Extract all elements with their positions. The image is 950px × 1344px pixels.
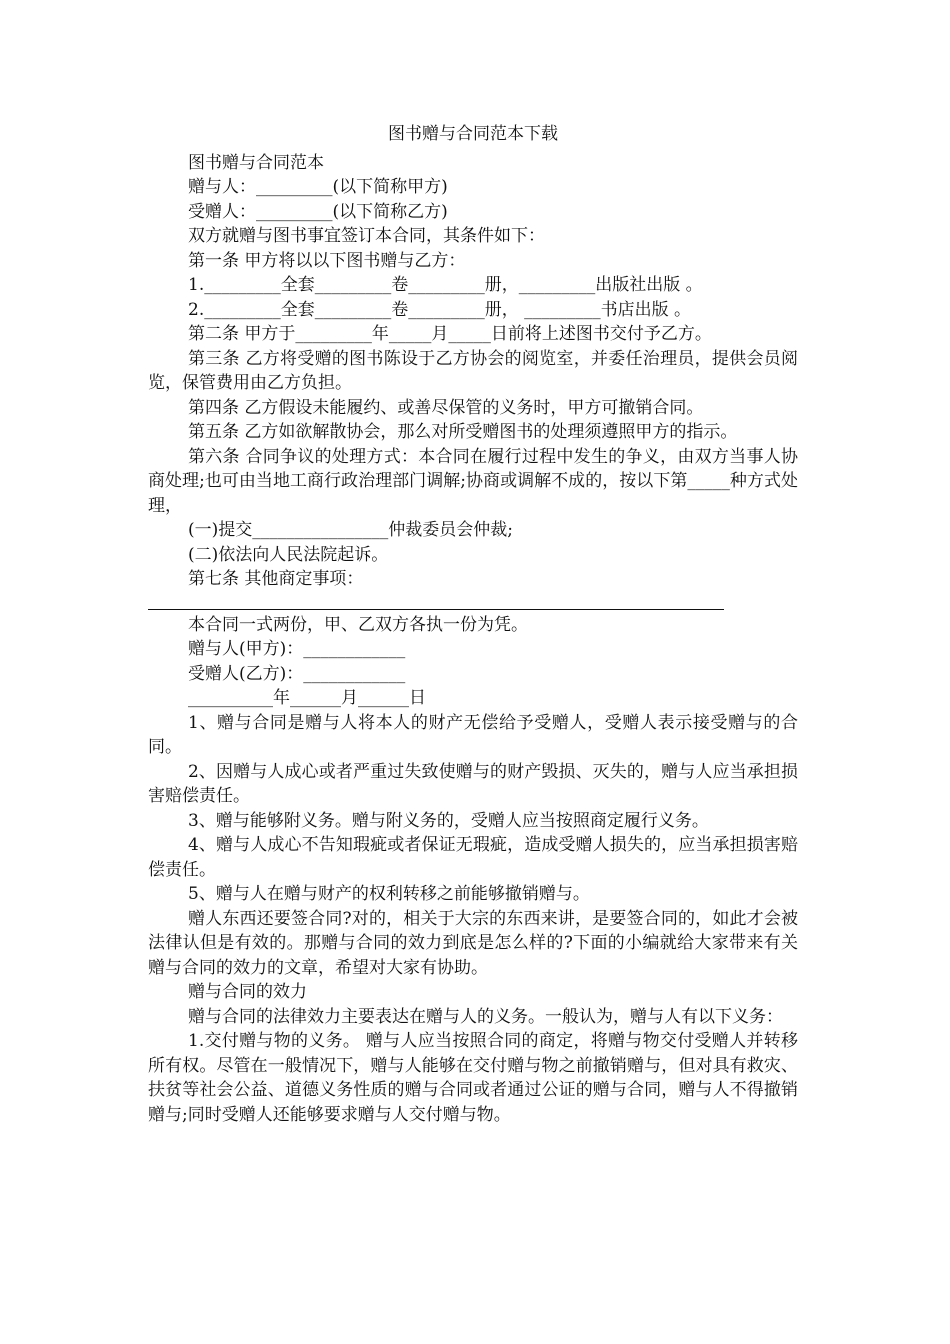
paragraph: 3、赠与能够附义务。赠与附义务的，受赠人应当按照商定履行义务。 — [188, 810, 709, 831]
paragraph: 第五条 乙方如欲解散协会，那么对所受赠图书的处理须遵照甲方的指示。 — [188, 422, 738, 442]
paragraph: 1._________全套_________卷_________册，_________出版社出版 。 — [188, 275, 703, 295]
paragraph: 1、赠与合同是赠与人将本人的财产无偿给予受赠人，受赠人表示接受赠与的合同。 — [148, 712, 798, 757]
paragraph: 第三条 乙方将受赠的图书陈设于乙方协会的阅览室，并委任治理员，提供会员阅览，保管费用由乙方负担。 — [148, 348, 798, 393]
document-title: 图书赠与合同范本下载 — [388, 124, 558, 144]
blank-fill-line — [148, 595, 724, 610]
paragraph: 双方就赠与图书事宜签订本合同，其条件如下： — [188, 226, 545, 246]
signature-line-recipient: 受赠人(乙方)：____________ — [188, 663, 406, 684]
paragraph: 受赠人：_________(以下简称乙方) — [188, 201, 448, 222]
paragraph: 图书赠与合同范本 — [188, 152, 324, 173]
paragraph: 本合同一式两份，甲、乙双方各执一份为凭。 — [188, 614, 528, 635]
paragraph: 赠人东西还要签合同?对的，相关于大宗的东西来讲，是要签合同的，如此才会被法律认但是有效的。那赠与合同的效力到底是怎么样的?下面的小编就给大家带来有关赠与合同的效力的文章，希望对大家有协助。 — [148, 908, 798, 978]
paragraph: 5、赠与人在赠与财产的权利转移之前能够撤销赠与。 — [188, 884, 590, 904]
paragraph: 2、因赠与人成心或者严重过失致使赠与的财产毁损、灭失的，赠与人应当承担损害赔偿责任。 — [148, 761, 798, 806]
paragraph: 第七条 其他商定事项： — [188, 569, 364, 589]
paragraph: 第六条 合同争议的处理方式：本合同在履行过程中发生的争义，由双方当事人协商处理;也可由当地工商行政治理部门调解;协商或调解不成的，按以下第_____种方式处理， — [148, 446, 798, 516]
signature-line-donor: 赠与人(甲方)：____________ — [188, 639, 406, 659]
paragraph: 2._________全套_________卷_________册， _________书店出版 。 — [188, 299, 692, 320]
document-page — [148, 122, 798, 1127]
paragraph: (二)依法向人民法院起诉。 — [188, 544, 389, 565]
paragraph: 1.交付赠与物的义务。 赠与人应当按照合同的商定，将赠与物交付受赠人并转移所有权。尽管在一般情况下，赠与人能够在交付赠与物之前撤销赠与，但对具有救灾、扶贫等社会公益、道德义务性质的赠与合同或者通过公证的赠与合同，赠与人不得撤销赠与;同时受赠人还能够要求赠与人交付赠与物。 — [148, 1031, 798, 1125]
paragraph: (一)提交________________仲裁委员会仲裁; — [188, 520, 513, 540]
paragraph: 第二条 甲方于_________年_____月_____日前将上述图书交付予乙方。 — [188, 324, 712, 344]
paragraph: 赠与合同的法律效力主要表达在赠与人的义务。一般认为，赠与人有以下义务： — [188, 1006, 783, 1027]
paragraph: 第一条 甲方将以以下图书赠与乙方： — [188, 250, 466, 271]
paragraph: 第四条 乙方假设未能履约、或善尽保管的义务时，甲方可撤销合同。 — [188, 397, 704, 418]
paragraph: 赠与人：_________(以下简称甲方) — [188, 177, 448, 197]
paragraph: 4、赠与人成心不告知瑕疵或者保证无瑕疵，造成受赠人损失的，应当承担损害赔偿责任。 — [148, 835, 798, 880]
date-line: __________年______月______日 — [188, 688, 426, 708]
section-heading: 赠与合同的效力 — [188, 982, 307, 1002]
